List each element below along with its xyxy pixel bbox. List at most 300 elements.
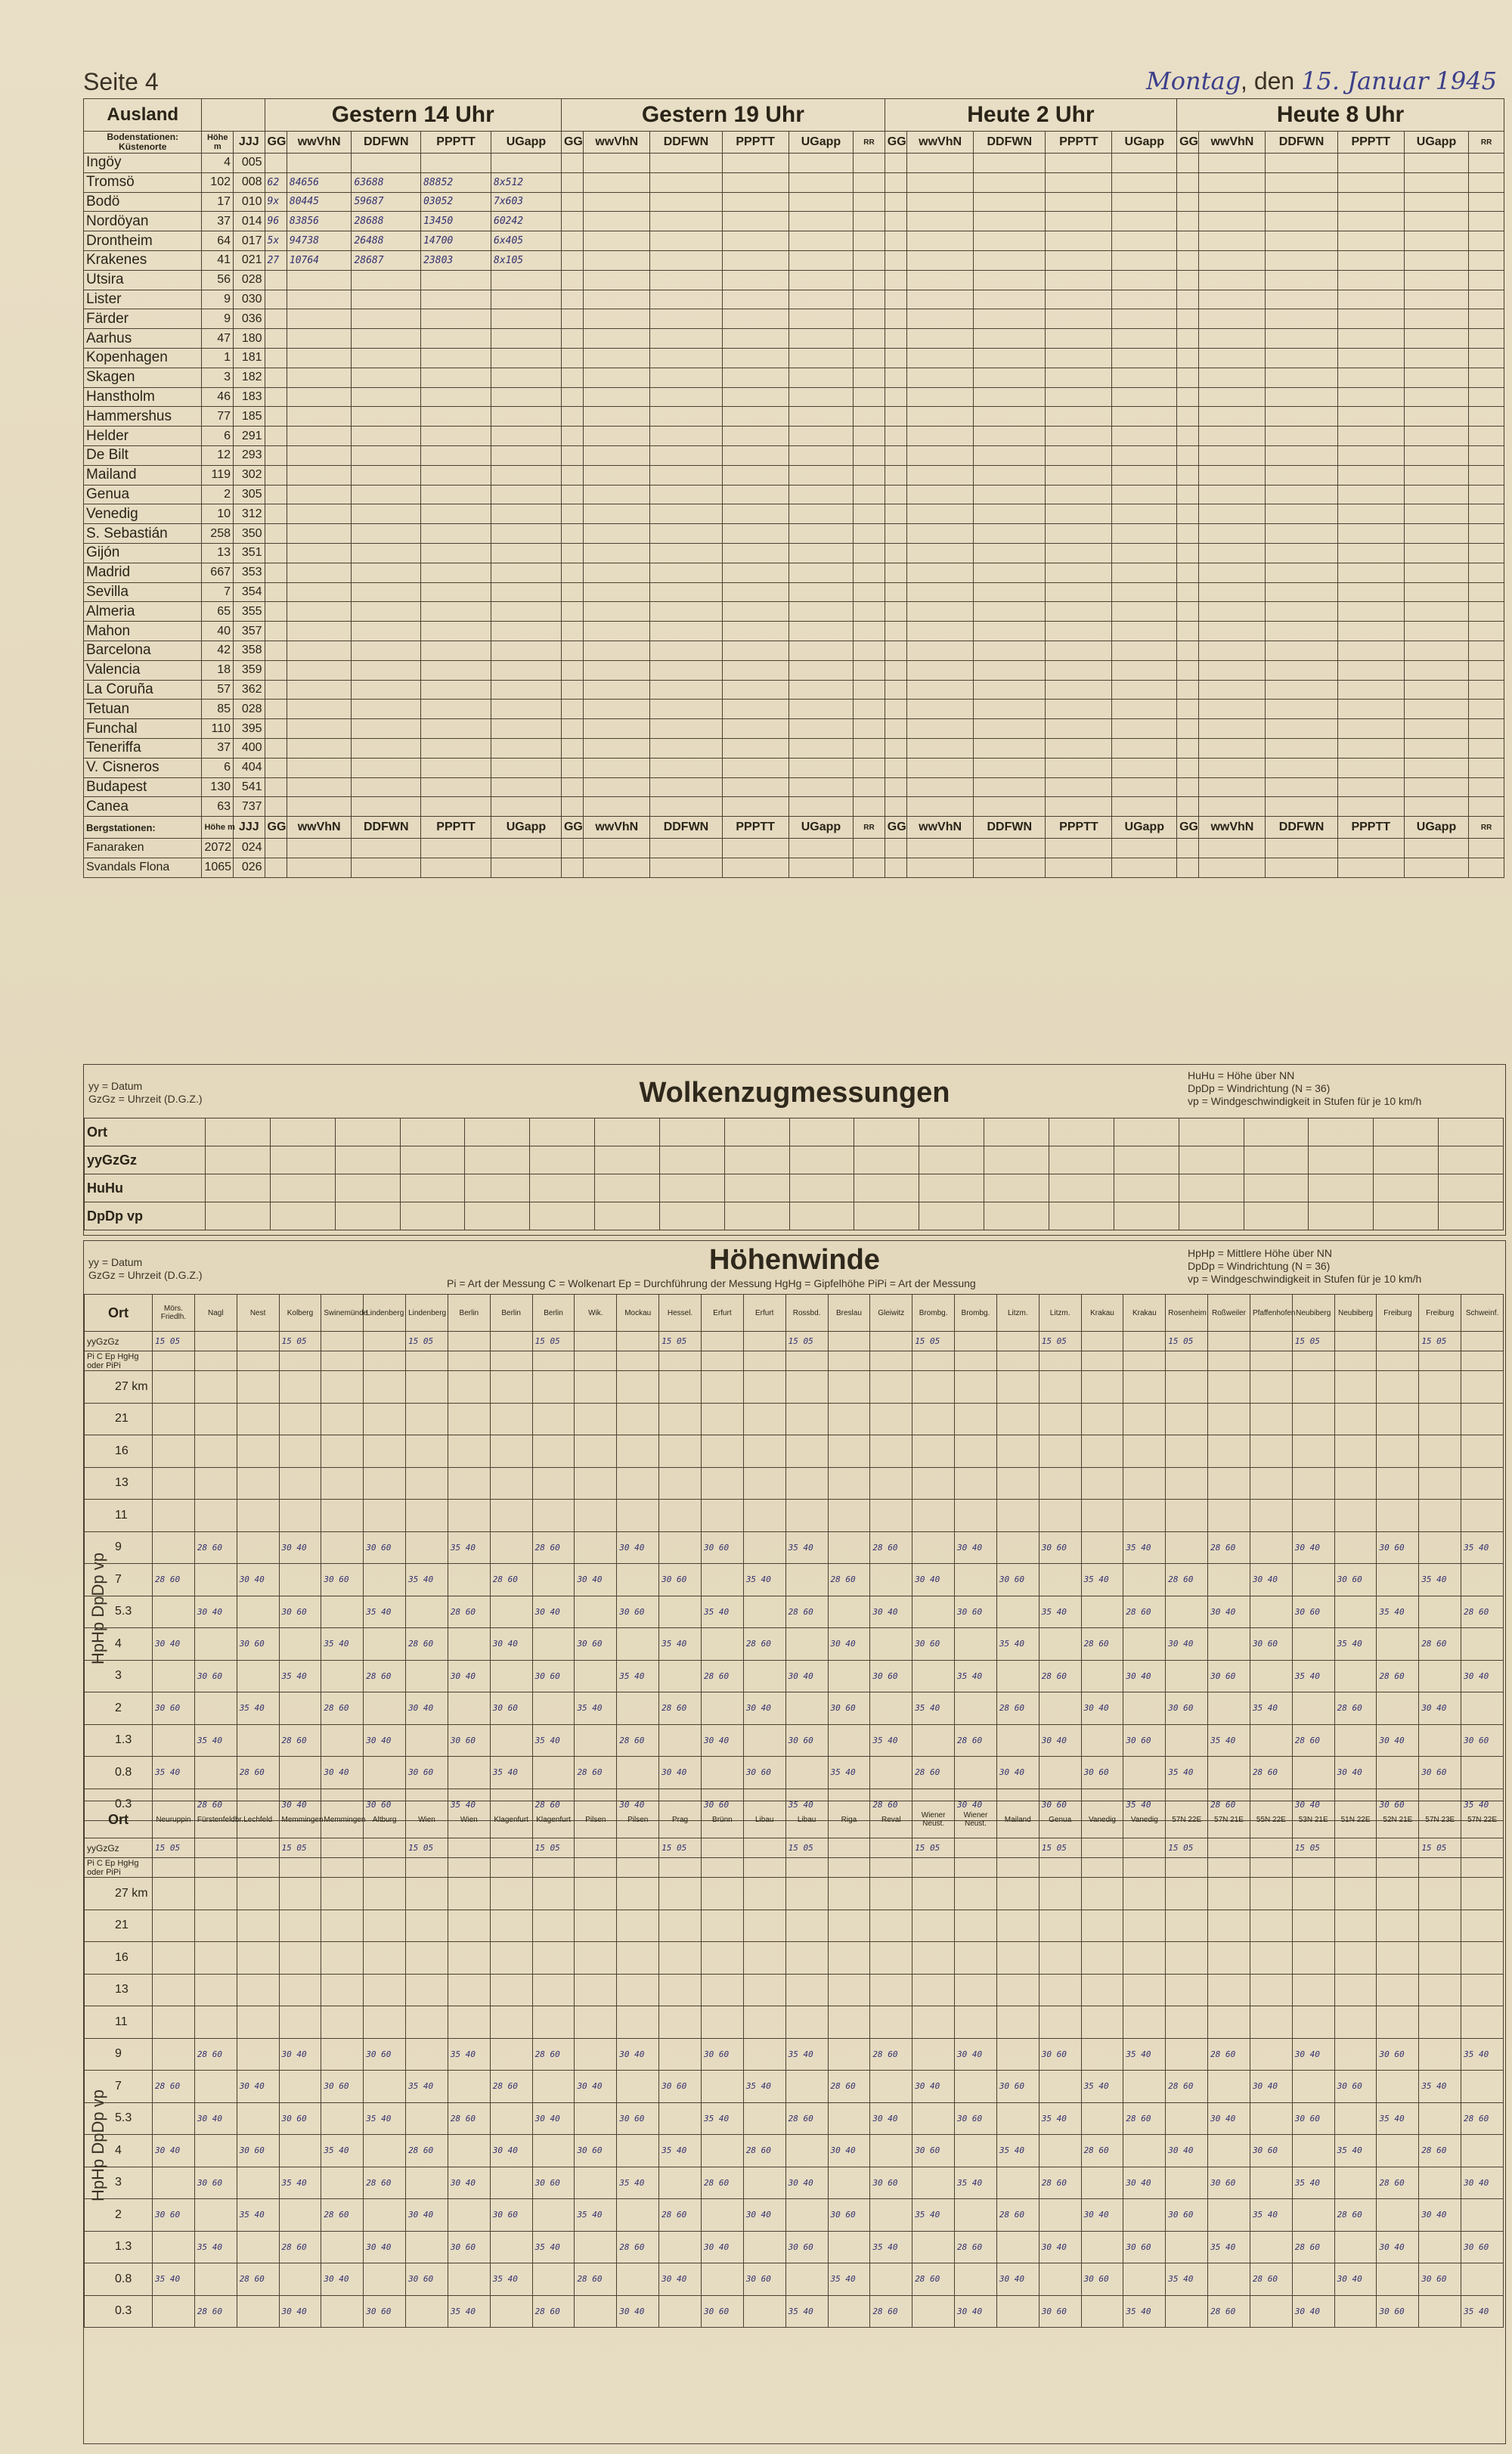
obs-cell: [907, 250, 974, 270]
wind-cell: [996, 2038, 1039, 2071]
wind-cell: 28 60: [153, 2071, 195, 2103]
time-cell: [743, 1332, 785, 1351]
obs-cell: [1112, 524, 1177, 544]
obs-cell: [491, 719, 562, 739]
wolken-cell: [854, 1118, 919, 1146]
wind-cell: 30 60: [1419, 1757, 1461, 1789]
station-header: Berlin: [490, 1295, 532, 1332]
wind-cell: [321, 1467, 364, 1500]
wind-cell: [321, 2102, 364, 2135]
station-height: 119: [202, 465, 234, 485]
wind-cell: 35 40: [1208, 2231, 1250, 2263]
subcol-gg: GG: [561, 817, 583, 839]
station-header: Litzm.: [1039, 1295, 1081, 1332]
wind-cell: [575, 1724, 617, 1757]
station-jjj: 014: [234, 212, 265, 231]
station-height: 1: [202, 348, 234, 368]
station-header: Brombg.: [955, 1295, 997, 1332]
obs-cell: [352, 504, 421, 524]
wind-cell: [1250, 1467, 1292, 1500]
wind-cell: 30 60: [617, 1596, 659, 1628]
wind-cell: [1419, 1660, 1461, 1692]
obs-cell: [1177, 622, 1199, 641]
wind-cell: [153, 1467, 195, 1500]
wind-cell: 28 60: [406, 2135, 448, 2167]
obs-cell: [584, 582, 650, 602]
obs-cell: [421, 622, 491, 641]
wind-cell: 28 60: [828, 2071, 870, 2103]
obs-cell: [1337, 154, 1404, 173]
wind-cell: 30 60: [1377, 2038, 1419, 2071]
station-name: Mahon: [84, 622, 202, 641]
obs-cell: [1266, 602, 1337, 622]
wind-cell: 30 40: [870, 2102, 912, 2135]
obs-cell: [287, 504, 352, 524]
pi-cell: [1334, 1351, 1377, 1371]
wind-cell: 35 40: [279, 2167, 321, 2199]
obs-cell: [650, 465, 722, 485]
wind-cell: [279, 1435, 321, 1468]
wind-cell: 30 60: [532, 2167, 575, 2199]
wind-cell: 30 60: [659, 2071, 702, 2103]
wolken-cell: [1179, 1118, 1244, 1146]
wind-cell: [237, 2006, 279, 2039]
subcol-wwvhn: wwVhN: [1199, 817, 1266, 839]
obs-cell: [1112, 231, 1177, 251]
obs-cell: [584, 839, 650, 858]
obs-cell: [974, 660, 1046, 680]
level-label: 1.3: [85, 2231, 153, 2263]
obs-cell: [287, 524, 352, 544]
obs-cell: [1199, 504, 1266, 524]
obs-cell: [491, 270, 562, 290]
obs-cell: [1199, 250, 1266, 270]
wind-cell: 28 60: [1461, 2102, 1504, 2135]
obs-cell: [650, 504, 722, 524]
obs-cell: [907, 680, 974, 700]
wind-cell: [617, 1878, 659, 1910]
time-cell: 15 05: [279, 1838, 321, 1858]
berg-height: 1065: [202, 858, 234, 877]
obs-cell: [1177, 602, 1199, 622]
wind-cell: [828, 1878, 870, 1910]
level-row: [85, 1531, 1504, 1564]
station-header: Schweinf.: [1461, 1295, 1504, 1332]
wind-cell: [1208, 1692, 1250, 1725]
obs-cell: [885, 329, 906, 349]
obs-cell: [421, 758, 491, 777]
wind-cell: [237, 1371, 279, 1404]
obs-cell: [352, 582, 421, 602]
obs-cell: [1404, 465, 1469, 485]
obs-cell: [854, 172, 885, 192]
wind-cell: [1419, 1403, 1461, 1435]
obs-cell: [722, 154, 789, 173]
obs-cell: [1177, 797, 1199, 817]
wind-cell: [153, 2038, 195, 2071]
wind-cell: [955, 2199, 997, 2232]
legend-line: vp = Windgeschwindigkeit in Stufen für je 10 km/h: [1188, 1095, 1422, 1107]
obs-cell: 26488: [352, 231, 421, 251]
level-row: [85, 2199, 1504, 2232]
wind-cell: 30 40: [153, 2135, 195, 2167]
obs-cell: [650, 543, 722, 563]
obs-cell: [650, 622, 722, 641]
wind-cell: [1039, 1692, 1081, 1725]
obs-cell: [1469, 329, 1504, 349]
wind-cell: [743, 2295, 785, 2328]
obs-cell: [650, 172, 722, 192]
wind-cell: 30 40: [996, 1757, 1039, 1789]
wind-cell: [1081, 1435, 1123, 1468]
obs-cell: [650, 407, 722, 427]
hoehen-grid-2: [84, 1801, 1504, 2328]
wind-cell: 35 40: [406, 2071, 448, 2103]
obs-cell: [854, 154, 885, 173]
obs-cell: [491, 758, 562, 777]
obs-cell: [974, 309, 1046, 329]
obs-cell: [561, 543, 583, 563]
wind-cell: [448, 1910, 490, 1942]
wind-cell: [617, 2199, 659, 2232]
obs-cell: [974, 622, 1046, 641]
obs-cell: [421, 777, 491, 797]
wind-cell: 30 40: [321, 1757, 364, 1789]
subcol-ddfwn: DDFWN: [1266, 132, 1337, 154]
obs-cell: [789, 641, 854, 660]
obs-cell: [1469, 858, 1504, 877]
station-header: Wien: [406, 1801, 448, 1838]
wind-cell: [1377, 2071, 1419, 2103]
obs-cell: [789, 427, 854, 446]
obs-cell: [287, 309, 352, 329]
station-height: 13: [202, 543, 234, 563]
wind-cell: [1208, 1878, 1250, 1910]
station-height: 102: [202, 172, 234, 192]
obs-cell: [1337, 504, 1404, 524]
obs-cell: [650, 387, 722, 407]
wind-cell: [406, 1974, 448, 2006]
obs-cell: [722, 465, 789, 485]
obs-cell: [1199, 680, 1266, 700]
wind-cell: [912, 1724, 955, 1757]
wind-cell: [743, 1660, 785, 1692]
wind-cell: [321, 1878, 364, 1910]
obs-cell: [854, 427, 885, 446]
obs-cell: [1404, 777, 1469, 797]
wind-cell: 30 40: [279, 1789, 321, 1821]
wind-cell: 35 40: [237, 2199, 279, 2232]
obs-cell: [1404, 172, 1469, 192]
obs-cell: [1177, 250, 1199, 270]
obs-cell: [1199, 309, 1266, 329]
wind-cell: [1250, 2231, 1292, 2263]
obs-cell: [789, 250, 854, 270]
station-name: Venedig: [84, 504, 202, 524]
station-name: Utsira: [84, 270, 202, 290]
wind-cell: 35 40: [237, 1692, 279, 1725]
wind-cell: [1419, 1942, 1461, 1975]
wind-cell: 30 40: [448, 1660, 490, 1692]
subcol-ddfwn: DDFWN: [352, 132, 421, 154]
station-height: 6: [202, 758, 234, 777]
wind-cell: [870, 1974, 912, 2006]
wind-cell: [659, 1942, 702, 1975]
obs-cell: [974, 154, 1046, 173]
obs-cell: [854, 485, 885, 504]
station-jjj: 183: [234, 387, 265, 407]
obs-cell: [907, 622, 974, 641]
obs-cell: [265, 738, 287, 758]
wind-cell: [575, 1467, 617, 1500]
wind-cell: 35 40: [1166, 1757, 1208, 1789]
wind-cell: [153, 2231, 195, 2263]
wolken-cell: [984, 1202, 1049, 1230]
pi-cell: [1377, 1351, 1419, 1371]
obs-cell: [789, 192, 854, 212]
time-cell: [828, 1838, 870, 1858]
wind-cell: [870, 1692, 912, 1725]
obs-cell: [584, 192, 650, 212]
wind-cell: 30 60: [1039, 1531, 1081, 1564]
obs-cell: [421, 290, 491, 309]
legend-line: HpHp = Mittlere Höhe über NN: [1188, 1247, 1333, 1259]
wind-cell: [406, 1500, 448, 1532]
wind-cell: 30 60: [490, 1692, 532, 1725]
wind-cell: 28 60: [870, 1531, 912, 1564]
obs-cell: [1046, 777, 1112, 797]
obs-cell: [1177, 563, 1199, 582]
obs-cell: [1112, 660, 1177, 680]
pi-cell: [828, 1351, 870, 1371]
obs-cell: [1266, 407, 1337, 427]
wind-cell: [1081, 1724, 1123, 1757]
time-cell: [364, 1838, 406, 1858]
time-cell: 15 05: [1419, 1838, 1461, 1858]
wolken-cell: [335, 1202, 400, 1230]
wind-cell: 30 60: [912, 2135, 955, 2167]
station-name: Sevilla: [84, 582, 202, 602]
station-header: Freiburg: [1377, 1295, 1419, 1332]
wind-cell: [1419, 1910, 1461, 1942]
obs-cell: [1266, 660, 1337, 680]
obs-cell: [265, 445, 287, 465]
wind-cell: [1461, 1371, 1504, 1404]
wind-cell: [153, 1724, 195, 1757]
wind-cell: [279, 1467, 321, 1500]
pi-cell: [1419, 1351, 1461, 1371]
wind-cell: 30 60: [1292, 2102, 1334, 2135]
station-height: 77: [202, 407, 234, 427]
station-header: Riga: [828, 1801, 870, 1838]
wind-cell: [279, 2135, 321, 2167]
obs-cell: [287, 660, 352, 680]
wind-cell: [364, 2199, 406, 2232]
wind-cell: [1208, 2263, 1250, 2296]
obs-cell: [907, 758, 974, 777]
wind-cell: [1208, 2071, 1250, 2103]
wind-cell: 30 60: [1461, 1724, 1504, 1757]
wolken-row-label: HuHu: [85, 1174, 206, 1202]
wolken-cell: [659, 1202, 724, 1230]
obs-cell: [1404, 387, 1469, 407]
wind-cell: 30 40: [532, 2102, 575, 2135]
obs-cell: [584, 563, 650, 582]
time-cell: [1208, 1838, 1250, 1858]
station-row: [84, 758, 1504, 777]
obs-cell: [421, 407, 491, 427]
wind-cell: [1208, 1403, 1250, 1435]
wind-cell: 35 40: [1377, 2102, 1419, 2135]
obs-cell: [722, 700, 789, 719]
wind-cell: 28 60: [617, 1724, 659, 1757]
wind-cell: [1208, 1974, 1250, 2006]
wind-cell: 30 40: [448, 2167, 490, 2199]
station-row: [84, 797, 1504, 817]
wind-cell: 30 60: [153, 2199, 195, 2232]
obs-cell: [974, 290, 1046, 309]
wind-cell: [912, 1371, 955, 1404]
wind-cell: [1419, 1596, 1461, 1628]
hoehen-legend-mid: Pi = Art der Messung C = Wolkenart Ep = Durchführung der Messung HgHg = Gipfelhöhe PiPi = Art der Messung: [447, 1277, 976, 1289]
wind-cell: 30 60: [321, 1564, 364, 1596]
obs-cell: [650, 839, 722, 858]
wind-cell: [955, 2263, 997, 2296]
obs-cell: [561, 387, 583, 407]
station-name: Mailand: [84, 465, 202, 485]
wind-cell: 30 60: [1334, 1564, 1377, 1596]
wind-cell: 28 60: [194, 1531, 237, 1564]
wind-cell: 28 60: [237, 1757, 279, 1789]
station-header: Erfurt: [701, 1295, 743, 1332]
time-cell: [870, 1838, 912, 1858]
obs-cell: [854, 797, 885, 817]
obs-cell: [907, 524, 974, 544]
wind-cell: 35 40: [448, 2295, 490, 2328]
station-jjj: 404: [234, 758, 265, 777]
obs-cell: [789, 504, 854, 524]
wind-cell: [1039, 1878, 1081, 1910]
wind-cell: [1166, 1974, 1208, 2006]
ausland-table: Ausland Gestern 14 Uhr Gestern 19 Uhr Heute 2 Uhr Heute 8 Uhr Bodenstationen: Küstenorte Höhe m JJJ GG wwVhN DDFWN PPPTT UGapp GG wwVhN DDFWN PPPTT UGapp RR GG wwVhN DDFWN PPPTT UGapp GG wwVhN DDFWN PPPTT UGapp RR Ingöy 4 005 Tromsö 102 008 62 84656 63688 88852 8x512 Bodö 17 010 9x 80445 59687 03052 7x603 Nordöyan 37 014 96 83856 28688 13450 60242 Drontheim 64 017 5x 94738 26488 14700 6x405 Krakenes 41 021 27 10764 28687 23803 8x105 Utsira 56 028 Lister 9 030 Färder 9 036 Aarhus 47 180 Kopenhagen 1 181 Skagen 3 182 Hanstholm 46 183 Hammershus 77 185 Helder 6 291 De Bilt 12 293 Mailand 119 302 Genua 2 305 Venedig 10 312 S. Sebastián 258 350 Gijón 13 351 Madrid 667 353 Sevilla 7 354 Almeria 65 355 Mahon 40 357 Barcelona 42 358 Valencia 18 359 La Coruña 57 362 Tetuan 85 028 Funchal 110 395 Teneriffa 37 400 V. Cisneros 6 404 Budapest 130 541 Canea 63 737 Bergstationen: Höhe m JJJ GG wwVhN DDFWN PPPTT UGapp GG wwVhN DDFWN PPPTT UGapp RR GG wwVhN DDFWN PPPTT UGapp GG wwVhN DDFWN PPPTT UGapp RR Fanaraken 2072 024 Svandals Flona 1065 026: [83, 98, 1504, 878]
obs-cell: [1469, 368, 1504, 387]
wind-cell: [996, 1910, 1039, 1942]
wind-cell: [912, 1974, 955, 2006]
wind-cell: [870, 2135, 912, 2167]
wind-cell: [785, 1974, 828, 2006]
wind-cell: 30 60: [194, 2167, 237, 2199]
wolken-cell: [335, 1146, 400, 1174]
obs-cell: [974, 368, 1046, 387]
pi-cell: [1292, 1858, 1334, 1878]
obs-cell: [1112, 582, 1177, 602]
wind-cell: [785, 2071, 828, 2103]
obs-cell: 03052: [421, 192, 491, 212]
obs-cell: [1266, 154, 1337, 173]
station-name: Canea: [84, 797, 202, 817]
obs-cell: [1046, 154, 1112, 173]
obs-cell: [974, 329, 1046, 349]
obs-cell: [789, 485, 854, 504]
wolken-cell: [1049, 1174, 1114, 1202]
wind-cell: 35 40: [870, 2231, 912, 2263]
wind-cell: [1208, 1910, 1250, 1942]
obs-cell: [287, 777, 352, 797]
level-row: [85, 2071, 1504, 2103]
obs-cell: [1177, 407, 1199, 427]
wind-cell: 30 40: [1166, 1628, 1208, 1661]
obs-cell: [1266, 738, 1337, 758]
wind-cell: [955, 2006, 997, 2039]
wind-cell: 35 40: [364, 2102, 406, 2135]
time-cell: [701, 1838, 743, 1858]
wind-cell: 30 60: [1208, 1660, 1250, 1692]
station-jjj: 005: [234, 154, 265, 173]
obs-cell: [789, 387, 854, 407]
obs-cell: [1112, 719, 1177, 739]
wind-cell: [575, 1371, 617, 1404]
station-name: V. Cisneros: [84, 758, 202, 777]
wind-cell: [659, 1974, 702, 2006]
obs-cell: [974, 427, 1046, 446]
wind-cell: [321, 1531, 364, 1564]
obs-cell: [1404, 563, 1469, 582]
obs-cell: [722, 622, 789, 641]
wind-cell: [279, 1628, 321, 1661]
wind-cell: [490, 1500, 532, 1532]
station-row: [84, 387, 1504, 407]
wind-cell: [743, 1910, 785, 1942]
obs-cell: [1337, 858, 1404, 877]
wind-cell: [1166, 2006, 1208, 2039]
wind-cell: 30 40: [490, 2135, 532, 2167]
subcol-ugapp: UGapp: [1404, 132, 1469, 154]
subcol-ppptt: PPPTT: [1046, 132, 1112, 154]
wind-cell: 30 40: [1250, 1564, 1292, 1596]
obs-cell: [1199, 602, 1266, 622]
station-row: [84, 602, 1504, 622]
station-name: Tetuan: [84, 700, 202, 719]
wind-cell: [153, 1371, 195, 1404]
wind-cell: 28 60: [1208, 2295, 1250, 2328]
obs-cell: [584, 407, 650, 427]
wind-cell: [617, 1942, 659, 1975]
obs-cell: [1266, 348, 1337, 368]
obs-cell: [1046, 738, 1112, 758]
obs-cell: [722, 231, 789, 251]
wind-cell: [1208, 1942, 1250, 1975]
wind-cell: [1292, 2263, 1334, 2296]
obs-cell: [561, 192, 583, 212]
obs-cell: [1046, 329, 1112, 349]
wind-cell: 35 40: [1166, 2263, 1208, 2296]
obs-cell: [907, 445, 974, 465]
station-height: 56: [202, 270, 234, 290]
station-height: 85: [202, 700, 234, 719]
obs-cell: [854, 858, 885, 877]
wind-cell: 35 40: [1334, 1628, 1377, 1661]
time-cell: [575, 1332, 617, 1351]
station-height: 46: [202, 387, 234, 407]
wind-cell: [1166, 1531, 1208, 1564]
wind-cell: 30 40: [1250, 2071, 1292, 2103]
wind-cell: 30 40: [406, 1692, 448, 1725]
obs-cell: [584, 524, 650, 544]
wind-cell: [364, 1878, 406, 1910]
obs-cell: [854, 777, 885, 797]
obs-cell: [650, 154, 722, 173]
wind-cell: [1123, 1628, 1166, 1661]
